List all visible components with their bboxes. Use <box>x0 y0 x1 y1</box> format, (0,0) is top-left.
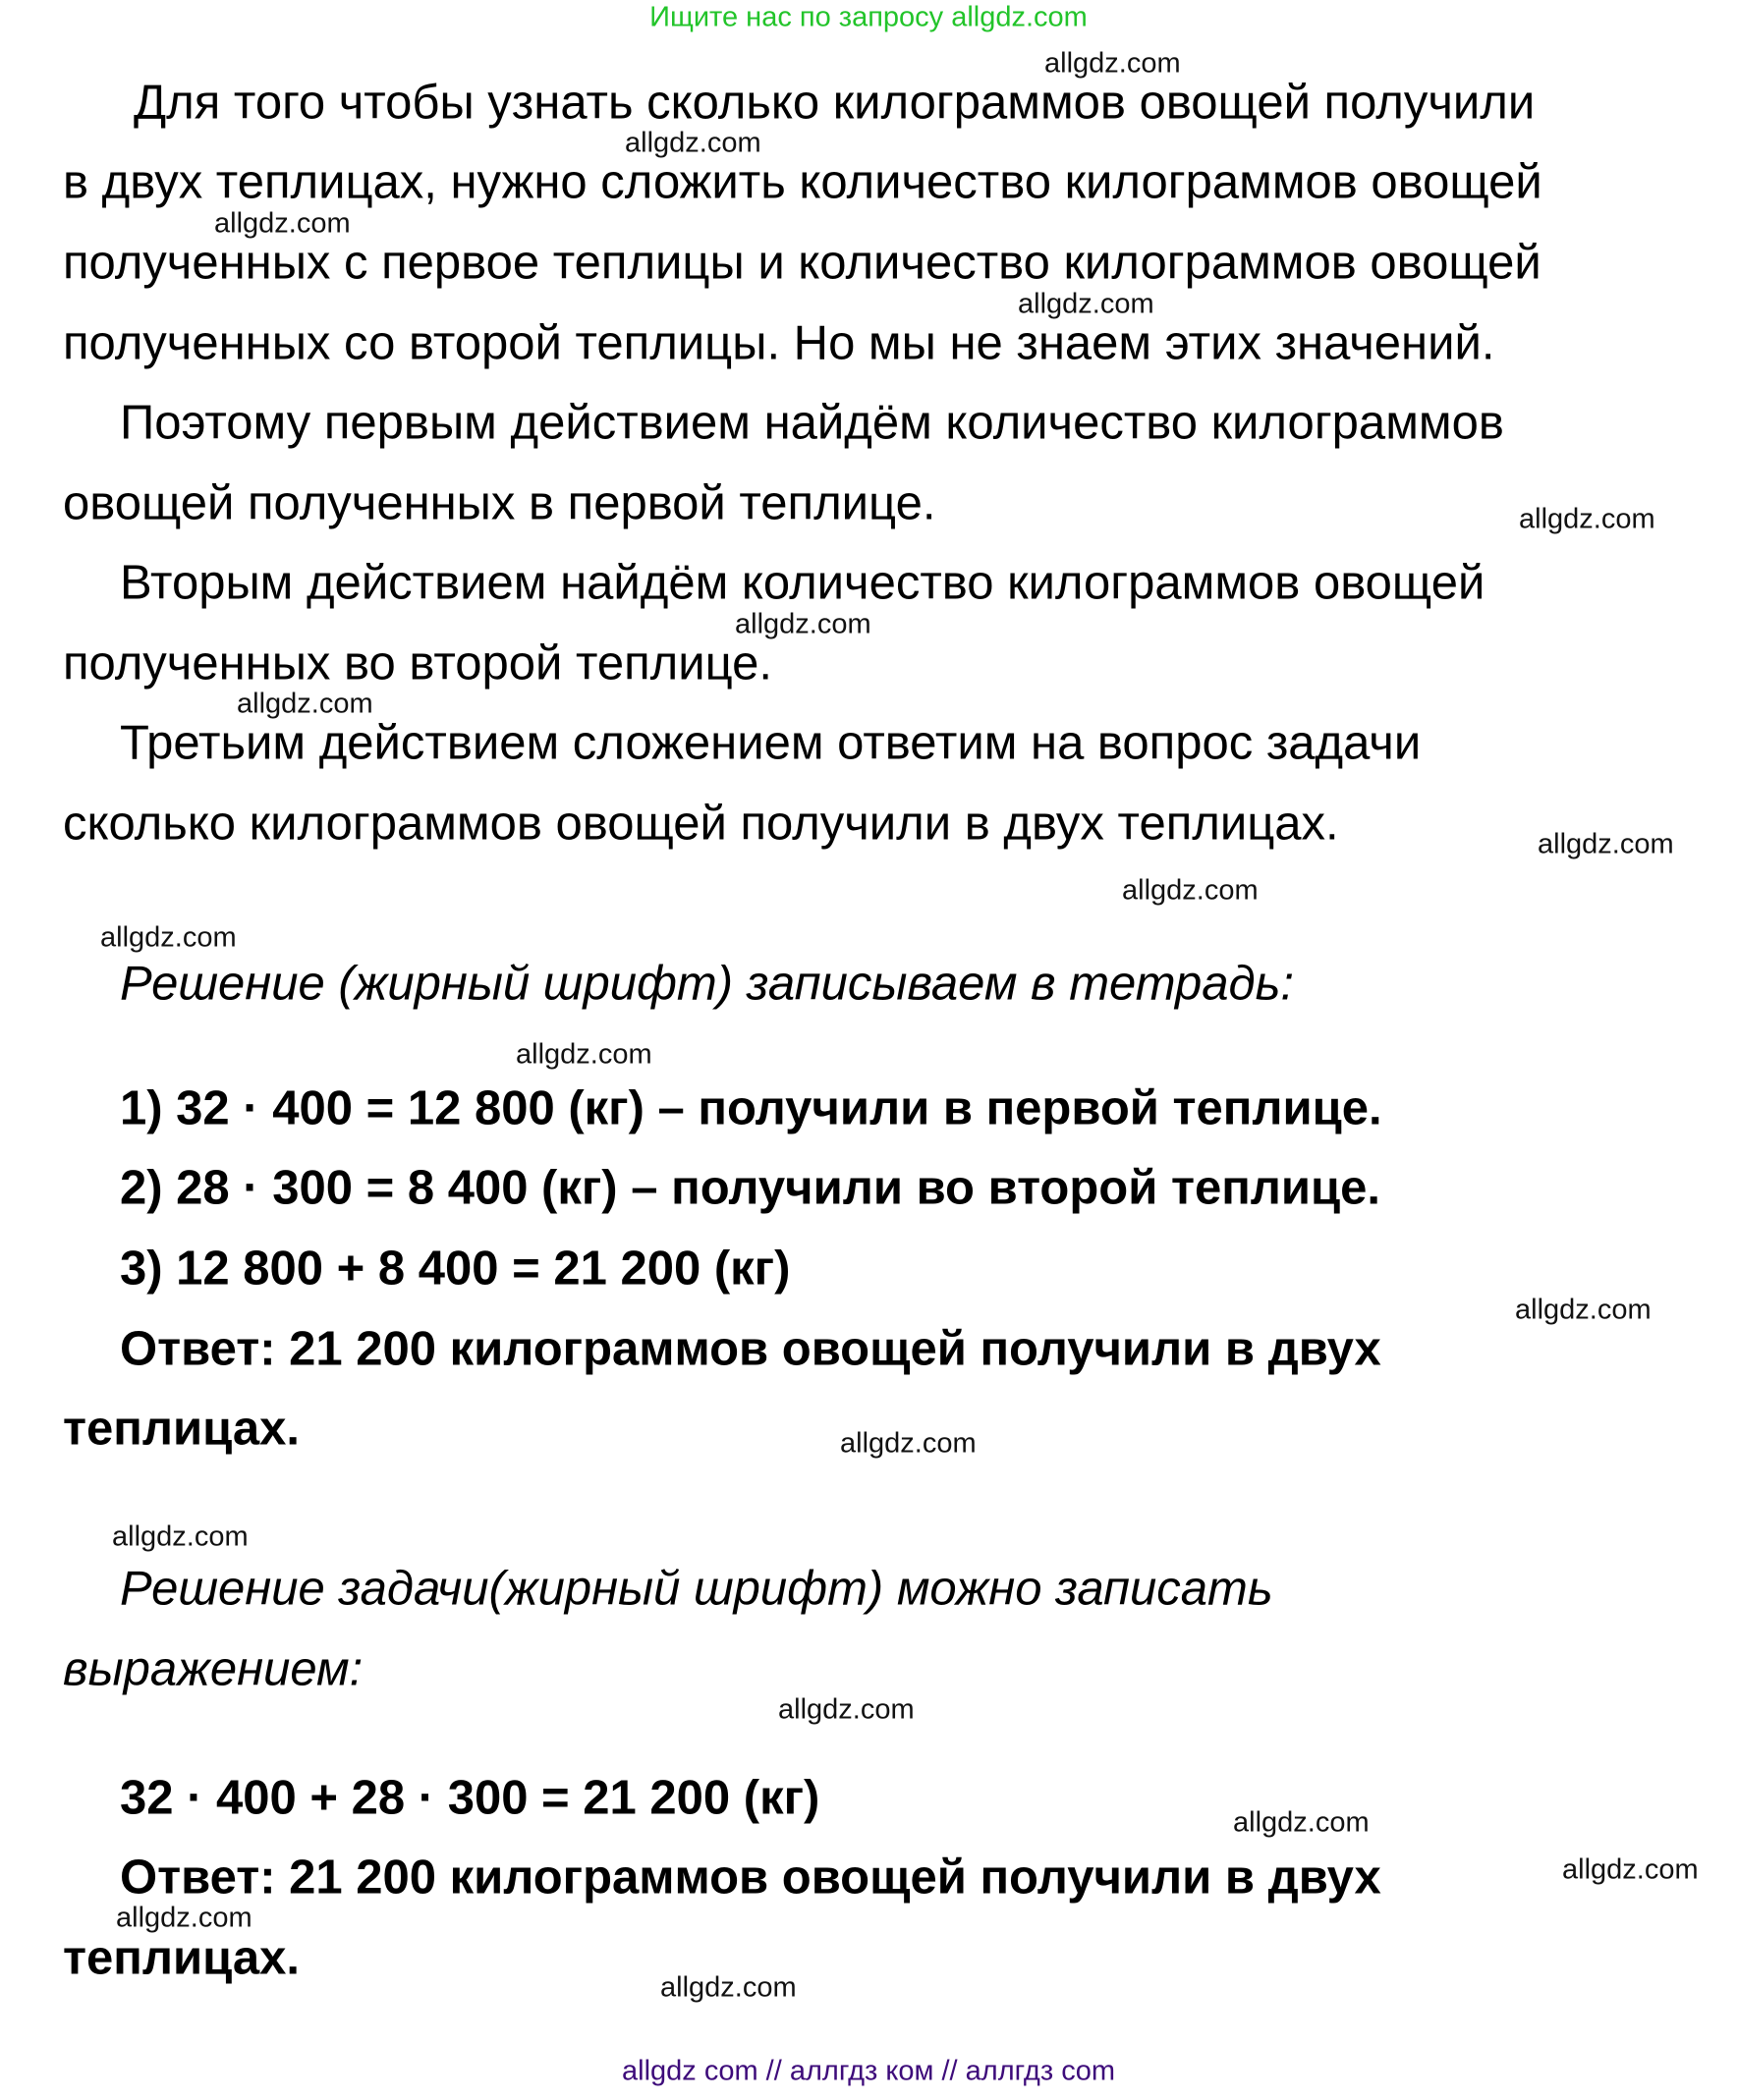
search-hint-header: Ищите нас по запросу allgdz.com <box>649 1 1088 33</box>
watermark: allgdz.com <box>1122 874 1259 907</box>
explanation-line: полученных со второй теплицы. Но мы не знаем этих значений. <box>63 316 1495 370</box>
expression-heading: Решение задачи(жирный шрифт) можно записать <box>120 1562 1273 1616</box>
watermark: allgdz.com <box>1519 503 1655 535</box>
expression: 32 · 400 + 28 · 300 = 21 200 (кг) <box>120 1771 820 1825</box>
watermark: allgdz.com <box>516 1038 652 1071</box>
expression-heading: выражением: <box>63 1642 364 1696</box>
watermark: allgdz.com <box>660 1971 797 2004</box>
explanation-line: сколько килограммов овощей получили в двух теплицах. <box>63 797 1339 851</box>
watermark: allgdz.com <box>100 921 237 954</box>
solution-step: 2) 28 · 300 = 8 400 (кг) – получили во второй теплице. <box>120 1161 1381 1215</box>
explanation-line: полученных во второй теплице. <box>63 636 772 691</box>
solution-heading: Решение (жирный шрифт) записываем в тетрадь: <box>120 957 1294 1011</box>
explanation-line: полученных с первое теплицы и количество килограммов овощей <box>63 236 1541 290</box>
solution-step: 3) 12 800 + 8 400 = 21 200 (кг) <box>120 1242 791 1296</box>
watermark: allgdz.com <box>1044 47 1181 80</box>
footer-links: allgdz com // аллгдз ком // аллгдз com <box>622 2055 1115 2087</box>
answer-line: Ответ: 21 200 килограммов овощей получили в двух <box>120 1322 1381 1376</box>
explanation-line: овощей полученных в первой теплице. <box>63 476 936 530</box>
watermark: allgdz.com <box>1515 1294 1652 1326</box>
watermark: allgdz.com <box>625 127 761 159</box>
watermark: allgdz.com <box>1018 288 1154 320</box>
watermark: allgdz.com <box>735 608 871 640</box>
explanation-line: в двух теплицах, нужно сложить количество килограммов овощей <box>63 155 1542 209</box>
explanation-line: Третьим действием сложением ответим на вопрос задачи <box>120 716 1422 770</box>
watermark: allgdz.com <box>214 207 351 240</box>
watermark: allgdz.com <box>778 1693 915 1726</box>
answer-line: Ответ: 21 200 килограммов овощей получили в двух <box>120 1851 1381 1905</box>
watermark: allgdz.com <box>237 688 373 720</box>
answer-line: теплицах. <box>63 1931 300 1985</box>
watermark: allgdz.com <box>840 1427 977 1460</box>
explanation-line: Для того чтобы узнать сколько килограммов овощей получили <box>134 76 1536 130</box>
watermark: allgdz.com <box>1233 1806 1370 1839</box>
answer-line: теплицах. <box>63 1402 300 1456</box>
watermark: allgdz.com <box>1538 828 1674 860</box>
watermark: allgdz.com <box>1562 1853 1699 1886</box>
watermark: allgdz.com <box>112 1520 249 1553</box>
watermark: allgdz.com <box>116 1902 252 1934</box>
explanation-line: Вторым действием найдём количество килограммов овощей <box>120 556 1485 610</box>
explanation-line: Поэтому первым действием найдём количество килограммов <box>120 396 1504 450</box>
solution-step: 1) 32 · 400 = 12 800 (кг) – получили в первой теплице. <box>120 1081 1382 1135</box>
